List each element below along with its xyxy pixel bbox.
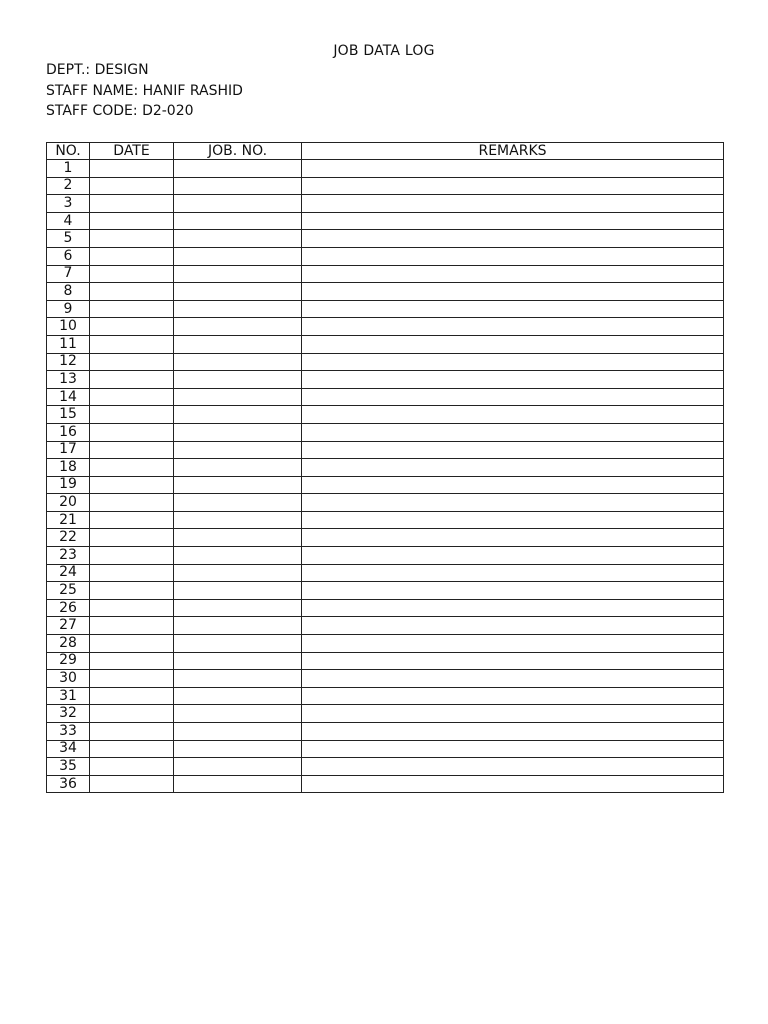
date-cell bbox=[90, 687, 174, 705]
date-cell bbox=[90, 494, 174, 512]
row-number: 5 bbox=[47, 230, 90, 248]
dept-line: DEPT.: DESIGN bbox=[46, 62, 149, 78]
row-number: 3 bbox=[47, 195, 90, 213]
job-no-cell bbox=[174, 247, 302, 265]
remarks-cell bbox=[302, 441, 724, 459]
remarks-cell bbox=[302, 388, 724, 406]
remarks-cell bbox=[302, 511, 724, 529]
table-row bbox=[47, 670, 724, 688]
date-cell bbox=[90, 617, 174, 635]
staff-code-line: STAFF CODE: D2-020 bbox=[46, 103, 194, 119]
remarks-cell bbox=[302, 265, 724, 283]
table-row bbox=[47, 687, 724, 705]
remarks-cell bbox=[302, 652, 724, 670]
date-cell bbox=[90, 564, 174, 582]
date-cell bbox=[90, 388, 174, 406]
remarks-cell bbox=[302, 547, 724, 565]
job-no-cell bbox=[174, 195, 302, 213]
remarks-cell bbox=[302, 406, 724, 424]
table-row bbox=[47, 758, 724, 776]
header-remarks: REMARKS bbox=[302, 143, 724, 160]
date-cell bbox=[90, 335, 174, 353]
job-no-cell bbox=[174, 300, 302, 318]
job-no-cell bbox=[174, 547, 302, 565]
job-no-cell bbox=[174, 177, 302, 195]
remarks-cell bbox=[302, 230, 724, 248]
job-no-cell bbox=[174, 740, 302, 758]
remarks-cell bbox=[302, 670, 724, 688]
table-row bbox=[47, 195, 724, 213]
row-number: 16 bbox=[47, 423, 90, 441]
remarks-cell bbox=[302, 775, 724, 793]
job-no-cell bbox=[174, 265, 302, 283]
table-row bbox=[47, 582, 724, 600]
date-cell bbox=[90, 371, 174, 389]
table-row bbox=[47, 247, 724, 265]
table-row bbox=[47, 388, 724, 406]
date-cell bbox=[90, 476, 174, 494]
row-number: 20 bbox=[47, 494, 90, 512]
date-cell bbox=[90, 230, 174, 248]
table-row bbox=[47, 599, 724, 617]
remarks-cell bbox=[302, 582, 724, 600]
remarks-cell bbox=[302, 459, 724, 477]
table-row bbox=[47, 723, 724, 741]
date-cell bbox=[90, 265, 174, 283]
row-number: 9 bbox=[47, 300, 90, 318]
row-number: 24 bbox=[47, 564, 90, 582]
job-no-cell bbox=[174, 283, 302, 301]
row-number: 6 bbox=[47, 247, 90, 265]
row-number: 36 bbox=[47, 775, 90, 793]
date-cell bbox=[90, 599, 174, 617]
table-row bbox=[47, 459, 724, 477]
date-cell bbox=[90, 547, 174, 565]
row-number: 13 bbox=[47, 371, 90, 389]
table-row bbox=[47, 300, 724, 318]
row-number: 15 bbox=[47, 406, 90, 424]
table-row bbox=[47, 335, 724, 353]
row-number: 22 bbox=[47, 529, 90, 547]
remarks-cell bbox=[302, 705, 724, 723]
date-cell bbox=[90, 423, 174, 441]
remarks-cell bbox=[302, 300, 724, 318]
table-row bbox=[47, 265, 724, 283]
job-no-cell bbox=[174, 459, 302, 477]
job-no-cell bbox=[174, 529, 302, 547]
row-number: 34 bbox=[47, 740, 90, 758]
table-row bbox=[47, 740, 724, 758]
job-no-cell bbox=[174, 758, 302, 776]
remarks-cell bbox=[302, 283, 724, 301]
row-number: 25 bbox=[47, 582, 90, 600]
table-row bbox=[47, 177, 724, 195]
remarks-cell bbox=[302, 723, 724, 741]
table-row bbox=[47, 775, 724, 793]
table-row bbox=[47, 371, 724, 389]
table-row bbox=[47, 529, 724, 547]
job-no-cell bbox=[174, 353, 302, 371]
date-cell bbox=[90, 406, 174, 424]
remarks-cell bbox=[302, 371, 724, 389]
row-number: 31 bbox=[47, 687, 90, 705]
date-cell bbox=[90, 300, 174, 318]
row-number: 32 bbox=[47, 705, 90, 723]
header-no: NO. bbox=[47, 143, 90, 160]
job-no-cell bbox=[174, 388, 302, 406]
date-cell bbox=[90, 723, 174, 741]
job-no-cell bbox=[174, 582, 302, 600]
row-number: 19 bbox=[47, 476, 90, 494]
row-number: 29 bbox=[47, 652, 90, 670]
remarks-cell bbox=[302, 177, 724, 195]
job-no-cell bbox=[174, 687, 302, 705]
remarks-cell bbox=[302, 195, 724, 213]
row-number: 23 bbox=[47, 547, 90, 565]
remarks-cell bbox=[302, 423, 724, 441]
table-row bbox=[47, 564, 724, 582]
row-number: 26 bbox=[47, 599, 90, 617]
date-cell bbox=[90, 529, 174, 547]
remarks-cell bbox=[302, 247, 724, 265]
row-number: 30 bbox=[47, 670, 90, 688]
table-row bbox=[47, 318, 724, 336]
table-row bbox=[47, 494, 724, 512]
remarks-cell bbox=[302, 687, 724, 705]
table-row bbox=[47, 705, 724, 723]
date-cell bbox=[90, 160, 174, 178]
row-number: 21 bbox=[47, 511, 90, 529]
job-no-cell bbox=[174, 617, 302, 635]
remarks-cell bbox=[302, 564, 724, 582]
remarks-cell bbox=[302, 476, 724, 494]
remarks-cell bbox=[302, 758, 724, 776]
date-cell bbox=[90, 740, 174, 758]
remarks-cell bbox=[302, 353, 724, 371]
job-log-table bbox=[46, 142, 724, 793]
date-cell bbox=[90, 177, 174, 195]
date-cell bbox=[90, 582, 174, 600]
table-row bbox=[47, 617, 724, 635]
staff-name-line: STAFF NAME: HANIF RASHID bbox=[46, 83, 243, 99]
table-row bbox=[47, 547, 724, 565]
table-row bbox=[47, 212, 724, 230]
date-cell bbox=[90, 318, 174, 336]
table-row bbox=[47, 511, 724, 529]
job-no-cell bbox=[174, 335, 302, 353]
row-number: 11 bbox=[47, 335, 90, 353]
date-cell bbox=[90, 459, 174, 477]
remarks-cell bbox=[302, 635, 724, 653]
date-cell bbox=[90, 283, 174, 301]
row-number: 1 bbox=[47, 160, 90, 178]
remarks-cell bbox=[302, 617, 724, 635]
header-date: DATE bbox=[90, 143, 174, 160]
date-cell bbox=[90, 652, 174, 670]
table-body bbox=[47, 160, 724, 793]
job-no-cell bbox=[174, 212, 302, 230]
date-cell bbox=[90, 195, 174, 213]
date-cell bbox=[90, 670, 174, 688]
remarks-cell bbox=[302, 599, 724, 617]
remarks-cell bbox=[302, 494, 724, 512]
date-cell bbox=[90, 441, 174, 459]
row-number: 18 bbox=[47, 459, 90, 477]
job-no-cell bbox=[174, 230, 302, 248]
remarks-cell bbox=[302, 740, 724, 758]
row-number: 35 bbox=[47, 758, 90, 776]
job-no-cell bbox=[174, 511, 302, 529]
job-no-cell bbox=[174, 441, 302, 459]
job-no-cell bbox=[174, 476, 302, 494]
job-no-cell bbox=[174, 723, 302, 741]
remarks-cell bbox=[302, 529, 724, 547]
row-number: 27 bbox=[47, 617, 90, 635]
table-row bbox=[47, 635, 724, 653]
date-cell bbox=[90, 247, 174, 265]
row-number: 12 bbox=[47, 353, 90, 371]
job-no-cell bbox=[174, 318, 302, 336]
date-cell bbox=[90, 758, 174, 776]
document-title: JOB DATA LOG bbox=[333, 43, 435, 59]
job-no-cell bbox=[174, 564, 302, 582]
table-header-row bbox=[47, 143, 724, 160]
job-no-cell bbox=[174, 775, 302, 793]
table-row bbox=[47, 283, 724, 301]
table-row bbox=[47, 160, 724, 178]
job-no-cell bbox=[174, 371, 302, 389]
job-no-cell bbox=[174, 705, 302, 723]
job-no-cell bbox=[174, 670, 302, 688]
row-number: 8 bbox=[47, 283, 90, 301]
table-row bbox=[47, 441, 724, 459]
table-row bbox=[47, 423, 724, 441]
date-cell bbox=[90, 353, 174, 371]
job-no-cell bbox=[174, 635, 302, 653]
date-cell bbox=[90, 511, 174, 529]
row-number: 2 bbox=[47, 177, 90, 195]
job-no-cell bbox=[174, 652, 302, 670]
remarks-cell bbox=[302, 335, 724, 353]
table-row bbox=[47, 230, 724, 248]
remarks-cell bbox=[302, 318, 724, 336]
row-number: 7 bbox=[47, 265, 90, 283]
date-cell bbox=[90, 212, 174, 230]
header-job-no: JOB. NO. bbox=[174, 143, 302, 160]
date-cell bbox=[90, 635, 174, 653]
job-no-cell bbox=[174, 406, 302, 424]
remarks-cell bbox=[302, 160, 724, 178]
row-number: 28 bbox=[47, 635, 90, 653]
table-row bbox=[47, 476, 724, 494]
row-number: 33 bbox=[47, 723, 90, 741]
row-number: 14 bbox=[47, 388, 90, 406]
job-no-cell bbox=[174, 599, 302, 617]
table-row bbox=[47, 353, 724, 371]
date-cell bbox=[90, 775, 174, 793]
job-no-cell bbox=[174, 423, 302, 441]
job-no-cell bbox=[174, 160, 302, 178]
table-row bbox=[47, 652, 724, 670]
table-row bbox=[47, 406, 724, 424]
remarks-cell bbox=[302, 212, 724, 230]
row-number: 4 bbox=[47, 212, 90, 230]
job-no-cell bbox=[174, 494, 302, 512]
row-number: 17 bbox=[47, 441, 90, 459]
date-cell bbox=[90, 705, 174, 723]
row-number: 10 bbox=[47, 318, 90, 336]
